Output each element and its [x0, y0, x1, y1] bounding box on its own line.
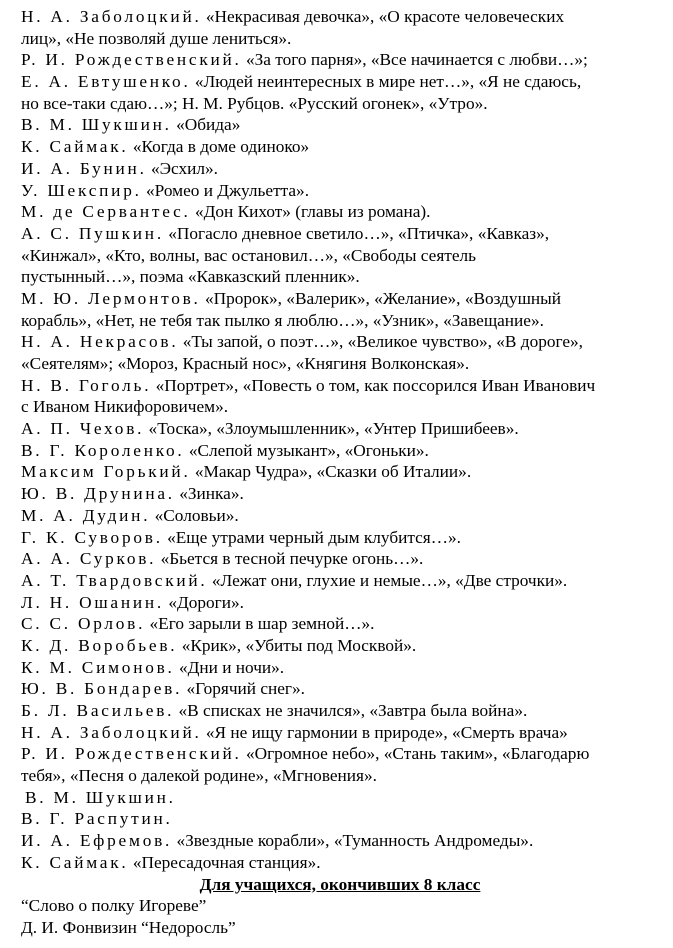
- author-name: Ю. В. Друнина.: [21, 484, 175, 504]
- list-line: [21, 136, 669, 158]
- list-line: [21, 852, 669, 874]
- works-text: «Эсхил».: [146, 158, 218, 178]
- list-line: [21, 418, 669, 440]
- works-text: «Портрет», «Повесть о том, как поссорился Иван Иванович: [151, 375, 596, 395]
- list-line: [21, 548, 669, 570]
- works-text: «Пророк», «Валерик», «Желание», «Воздушный: [200, 288, 561, 308]
- works-text: «Погасло дневное светило…», «Птичка», «Кавказ»,: [163, 223, 550, 243]
- list-line: [21, 722, 669, 744]
- author-name: В. М. Шукшин.: [25, 787, 176, 807]
- works-text: «Пересадочная станция».: [128, 852, 321, 872]
- works-text: «Дни и ночи».: [174, 657, 285, 677]
- works-text: «Дон Кихот» (главы из романа).: [190, 202, 431, 222]
- list-line: [21, 440, 669, 462]
- list-line: [21, 353, 669, 375]
- works-text: «Слепой музыкант», «Огоньки».: [184, 440, 429, 460]
- works-text: «Некрасивая девочка», «О красоте человеческих: [201, 7, 565, 26]
- list-line: [21, 375, 669, 397]
- author-name: Г. К. Суворов.: [21, 527, 163, 547]
- works-text: «Огромное небо», «Стань таким», «Благодарю: [241, 744, 590, 764]
- works-text: «Макар Чудра», «Сказки об Италии».: [190, 462, 472, 482]
- list-line: [21, 700, 669, 722]
- author-name: В. М. Шукшин.: [21, 115, 172, 135]
- list-line: [21, 461, 669, 483]
- list-line: [21, 28, 669, 50]
- section-heading: Для учащихся, окончивших 8 класс: [199, 874, 481, 894]
- author-name: А. Т. Твардовский.: [21, 570, 208, 590]
- list-line: [21, 570, 669, 592]
- works-text: «Крик», «Убиты под Москвой».: [177, 635, 417, 655]
- author-name: М. Ю. Лермонтов.: [21, 288, 201, 308]
- list-line: [21, 483, 669, 505]
- works-text: но все-таки сдаю…»; Н. М. Рубцов. «Русский огонек», «Утро».: [21, 93, 488, 113]
- author-name: Максим Горький.: [21, 462, 191, 482]
- list-line: [21, 288, 669, 310]
- works-text: корабль», «Нет, не тебя так пылко я люблю…», «Узник», «Завещание».: [21, 310, 544, 330]
- author-name: В. Г. Распутин.: [21, 809, 173, 829]
- author-name: И. А. Бунин.: [21, 158, 147, 178]
- works-text: «Сеятелям»; «Мороз, Красный нос», «Княгиня Волконская».: [21, 354, 470, 373]
- list-line: [21, 331, 669, 353]
- list-line: [21, 657, 669, 679]
- works-text: тебя», «Песня о далекой родине», «Мгновения».: [21, 766, 377, 786]
- author-name: Е. А. Евтушенко.: [21, 72, 191, 92]
- author-name: С. С. Орлов.: [21, 614, 146, 634]
- works-text: «Еще утрами черный дым клубится…».: [162, 527, 462, 547]
- works-text: «Ромео и Джульетта».: [141, 180, 310, 200]
- author-name: М. А. Дудин.: [21, 505, 151, 525]
- list-line: [21, 201, 669, 223]
- list-line: [21, 71, 669, 93]
- works-text: «Кинжал», «Кто, волны, вас остановил…», «Свободы сеятель: [21, 245, 477, 265]
- list-line: [21, 396, 669, 418]
- list-line: [21, 743, 669, 765]
- author-name: Н. В. Гоголь.: [21, 375, 152, 395]
- author-name: К. Саймак.: [21, 852, 129, 872]
- works-text: «Когда в доме одиноко»: [128, 137, 310, 157]
- list-line: [21, 114, 669, 136]
- author-name: К. М. Симонов.: [21, 657, 175, 677]
- author-name: К. Д. Воробьев.: [21, 635, 178, 655]
- list-line: [21, 310, 669, 332]
- works-text: «За того парня», «Все начинается с любви…»;: [241, 50, 588, 70]
- works-text: «В списках не значился», «Завтра была война».: [174, 701, 528, 720]
- list-line: [21, 787, 669, 809]
- list-line: [21, 266, 669, 288]
- author-name: Р. И. Рождественский.: [21, 50, 242, 70]
- list-line: [21, 613, 669, 635]
- works-text: «Тоска», «Злоумышленник», «Унтер Пришибеев».: [144, 419, 519, 439]
- list-line: [21, 765, 669, 787]
- works-text: «Соловьи».: [150, 505, 239, 525]
- works-text: «Горячий снег».: [182, 679, 305, 699]
- list-line: [21, 180, 669, 202]
- list-line: [21, 808, 669, 830]
- list-line: [21, 93, 669, 115]
- author-name: Р. И. Рождественский.: [21, 744, 242, 764]
- works-text: «Зинка».: [174, 484, 244, 504]
- author-name: Н. А. Заболоцкий.: [21, 722, 202, 742]
- reading-list: [21, 6, 669, 874]
- list-line: [21, 6, 669, 28]
- author-name: А. П. Чехов.: [21, 419, 145, 439]
- list-line: [21, 527, 669, 549]
- author-name: В. Г. Короленко.: [21, 440, 185, 460]
- works-text: «Дороги».: [164, 592, 244, 612]
- works-text: «Лежат они, глухие и немые…», «Две строчки».: [207, 570, 568, 590]
- author-name: Н. А. Заболоцкий.: [21, 7, 202, 26]
- works-text: «Я не ищу гармонии в природе», «Смерть врача»: [201, 722, 568, 742]
- author-name: А. С. Пушкин.: [21, 223, 164, 243]
- author-name: Л. Н. Ошанин.: [21, 592, 164, 612]
- works-text: «Бьется в тесной печурке огонь…».: [156, 549, 424, 569]
- works-text: «Обида»: [171, 115, 241, 135]
- works-text: пустынный…», поэма «Кавказский пленник».: [21, 267, 360, 287]
- works-text: лиц», «Не позволяй душе лениться».: [21, 28, 292, 48]
- works-text: с Иваном Никифоровичем».: [21, 397, 229, 417]
- works-text: «Ты запой, о поэт…», «Великое чувство», «В дороге»,: [178, 332, 583, 352]
- author-name: К. Саймак.: [21, 137, 129, 157]
- list-line: [21, 635, 669, 657]
- author-name: М. де Сервантес.: [21, 202, 191, 222]
- works-text: «Звездные корабли», «Туманность Андромеды».: [172, 831, 534, 851]
- author-name: Н. А. Некрасов.: [21, 332, 179, 352]
- author-name: Б. Л. Васильев.: [21, 701, 175, 720]
- list-line: [21, 505, 669, 527]
- author-name: И. А. Ефремов.: [21, 831, 173, 851]
- list-line: [21, 158, 669, 180]
- tail-line-2: Д. И. Фонвизин “Недоросль”: [21, 917, 236, 937]
- list-line: [21, 49, 669, 71]
- author-name: У. Шекспир.: [21, 180, 142, 200]
- list-line: [21, 245, 669, 267]
- author-name: Ю. В. Бондарев.: [21, 679, 183, 699]
- list-line: [21, 678, 669, 700]
- list-line: [21, 830, 669, 852]
- author-name: А. А. Сурков.: [21, 549, 157, 569]
- list-line: [21, 223, 669, 245]
- works-text: «Его зарыли в шар земной…».: [145, 614, 375, 634]
- tail-line-1: “Слово о полку Игореве”: [21, 896, 207, 916]
- works-text: «Людей неинтересных в мире нет…», «Я не сдаюсь,: [190, 72, 582, 92]
- list-line: [21, 592, 669, 614]
